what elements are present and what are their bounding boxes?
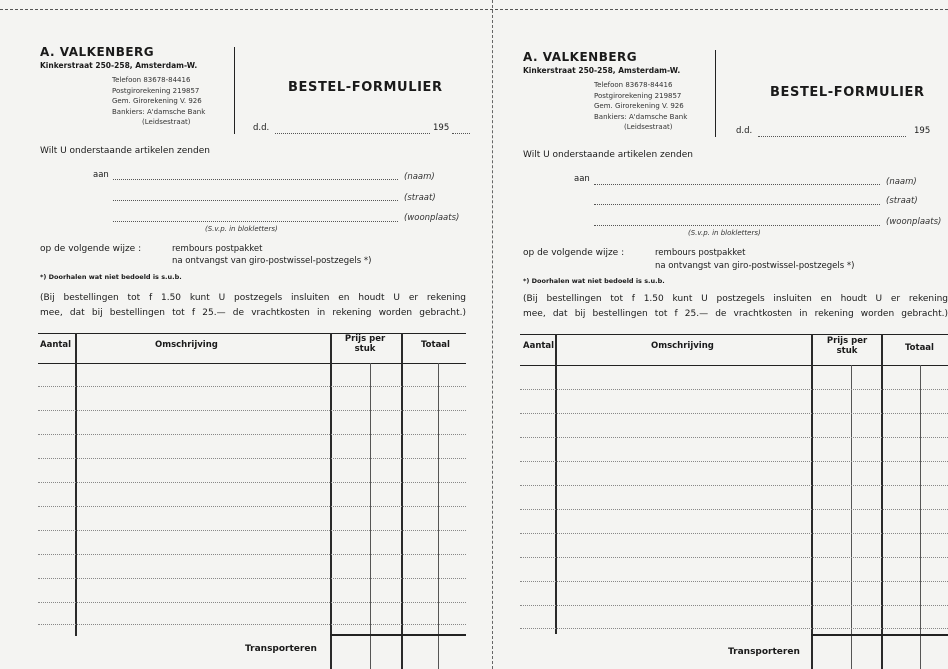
footnote: *) Doorhalen wat niet bedoeld is s.u.b. bbox=[523, 277, 665, 285]
postgiro-account: Postgirorekening 219857 bbox=[112, 86, 200, 95]
col-price-line-1: Prijs per bbox=[826, 336, 868, 346]
street-field[interactable] bbox=[113, 200, 398, 201]
subtotal-rule bbox=[330, 634, 466, 636]
table-row[interactable] bbox=[38, 434, 466, 435]
date-label: d.d. bbox=[736, 126, 753, 136]
city-hint: (woonplaats) bbox=[886, 217, 942, 227]
col-description: Omschrijving bbox=[155, 340, 218, 350]
phone-number: Telefoon 83678-84416 bbox=[594, 81, 673, 89]
table-row[interactable] bbox=[38, 506, 466, 507]
form-title: BESTEL-FORMULIER bbox=[288, 80, 443, 95]
table-row[interactable] bbox=[520, 413, 948, 414]
to-label: aan bbox=[574, 174, 590, 184]
col-divider-quantity bbox=[75, 333, 77, 636]
company-name: A. VALKENBERG bbox=[523, 50, 638, 64]
shipping-option-prepaid[interactable]: na ontvangst van giro-postwissel-postzegels *) bbox=[172, 256, 372, 266]
postgiro-account: Postgirorekening 219857 bbox=[594, 91, 682, 100]
block-letters-hint: (S.v.p. in blokletters) bbox=[205, 225, 278, 233]
col-divider-price bbox=[401, 333, 403, 669]
year-prefix: 195 bbox=[433, 123, 450, 133]
table-row[interactable] bbox=[520, 581, 948, 582]
shipping-option-cod[interactable]: rembours postpakket bbox=[172, 244, 263, 254]
company-contact bbox=[594, 80, 687, 133]
col-divider-description bbox=[330, 333, 332, 669]
company-name: A. VALKENBERG bbox=[40, 45, 155, 59]
col-divider-price-cents bbox=[851, 365, 852, 669]
col-price-line-2: stuk bbox=[354, 344, 376, 354]
carry-over-label: Transporteren bbox=[728, 647, 800, 657]
street-hint: (straat) bbox=[886, 196, 918, 206]
bankers: Bankiers: A'damsche Bank bbox=[112, 107, 206, 116]
header-divider bbox=[715, 50, 716, 137]
table-row[interactable] bbox=[520, 509, 948, 510]
shipping-option-prepaid[interactable]: na ontvangst van giro-postwissel-postzegels *) bbox=[655, 261, 855, 271]
table-row[interactable] bbox=[520, 389, 948, 390]
subtotal-rule bbox=[811, 634, 948, 636]
table-row[interactable] bbox=[520, 533, 948, 534]
company-address: Kinkerstraat 250-258, Amsterdam-W. bbox=[40, 61, 198, 70]
table-header-rule bbox=[520, 365, 948, 366]
table-row[interactable] bbox=[520, 437, 948, 438]
bankers: Bankiers: A'damsche Bank bbox=[594, 112, 688, 121]
table-row[interactable] bbox=[520, 461, 948, 462]
year-prefix: 195 bbox=[914, 126, 931, 136]
table-row[interactable] bbox=[38, 386, 466, 387]
table-row[interactable] bbox=[520, 605, 948, 606]
city-field[interactable] bbox=[113, 221, 398, 222]
table-row[interactable] bbox=[520, 557, 948, 558]
header-divider bbox=[234, 47, 235, 134]
intro-text: Wilt U onderstaande artikelen zenden bbox=[40, 146, 210, 156]
year-field[interactable] bbox=[452, 133, 470, 134]
col-price-line-1: Prijs per bbox=[344, 334, 386, 344]
carry-over-label: Transporteren bbox=[245, 644, 317, 654]
city-hint: (woonplaats) bbox=[404, 213, 460, 223]
street-field[interactable] bbox=[594, 204, 880, 205]
table-top-rule bbox=[520, 334, 948, 335]
notice-line-1: (Bij bestellingen tot f 1.50 kunt U postzegels insluiten en houdt U er rekening bbox=[40, 293, 466, 303]
col-total: Totaal bbox=[905, 343, 934, 353]
form-title: BESTEL-FORMULIER bbox=[770, 85, 925, 100]
block-letters-hint: (S.v.p. in blokletters) bbox=[688, 229, 761, 237]
table-row[interactable] bbox=[38, 530, 466, 531]
name-hint: (naam) bbox=[404, 172, 435, 182]
shipping-label: op de volgende wijze : bbox=[40, 244, 142, 254]
table-row[interactable] bbox=[520, 628, 948, 629]
municipal-giro-account: Gem. Girorekening V. 926 bbox=[594, 102, 684, 110]
date-field[interactable] bbox=[758, 136, 906, 137]
col-divider-description bbox=[811, 334, 813, 669]
cut-line-middle bbox=[492, 0, 493, 669]
notice-line-1: (Bij bestellingen tot f 1.50 kunt U postzegels insluiten en houdt U er rekening bbox=[523, 294, 948, 304]
phone-number: Telefoon 83678-84416 bbox=[112, 76, 191, 84]
date-label: d.d. bbox=[253, 123, 270, 133]
name-hint: (naam) bbox=[886, 177, 917, 187]
footnote: *) Doorhalen wat niet bedoeld is s.u.b. bbox=[40, 273, 182, 281]
order-form-right bbox=[494, 0, 948, 669]
name-field[interactable] bbox=[594, 184, 880, 185]
date-field[interactable] bbox=[275, 133, 430, 134]
col-price bbox=[814, 336, 880, 356]
table-row[interactable] bbox=[38, 624, 466, 625]
bank-branch: (Leidsestraat) bbox=[142, 118, 191, 126]
col-divider-total-cents bbox=[920, 365, 921, 669]
name-field[interactable] bbox=[113, 179, 398, 180]
bank-branch: (Leidsestraat) bbox=[624, 123, 673, 131]
col-divider-price bbox=[881, 334, 883, 669]
col-price-line-2: stuk bbox=[836, 346, 858, 356]
notice-line-2: mee, dat bij bestellingen tot f 25.— de vrachtkosten in rekening worden gebracht.) bbox=[523, 309, 948, 319]
table-row[interactable] bbox=[38, 410, 466, 411]
shipping-label: op de volgende wijze : bbox=[523, 248, 625, 258]
table-row[interactable] bbox=[38, 578, 466, 579]
table-row[interactable] bbox=[38, 602, 466, 603]
shipping-option-cod[interactable]: rembours postpakket bbox=[655, 248, 746, 258]
col-total: Totaal bbox=[421, 340, 450, 350]
company-address: Kinkerstraat 250-258, Amsterdam-W. bbox=[523, 66, 681, 75]
company-contact bbox=[112, 75, 205, 128]
table-row[interactable] bbox=[38, 554, 466, 555]
to-label: aan bbox=[93, 170, 109, 180]
col-divider-quantity bbox=[555, 334, 557, 634]
table-row[interactable] bbox=[38, 482, 466, 483]
col-price bbox=[332, 334, 398, 354]
intro-text: Wilt U onderstaande artikelen zenden bbox=[523, 150, 693, 160]
col-description: Omschrijving bbox=[651, 341, 714, 351]
city-field[interactable] bbox=[594, 225, 880, 226]
municipal-giro-account: Gem. Girorekening V. 926 bbox=[112, 97, 202, 105]
col-quantity: Aantal bbox=[523, 341, 555, 351]
table-row[interactable] bbox=[38, 458, 466, 459]
street-hint: (straat) bbox=[404, 193, 436, 203]
col-quantity: Aantal bbox=[40, 340, 72, 350]
notice-line-2: mee, dat bij bestellingen tot f 25.— de vrachtkosten in rekening worden gebracht.) bbox=[40, 308, 466, 318]
table-row[interactable] bbox=[520, 485, 948, 486]
